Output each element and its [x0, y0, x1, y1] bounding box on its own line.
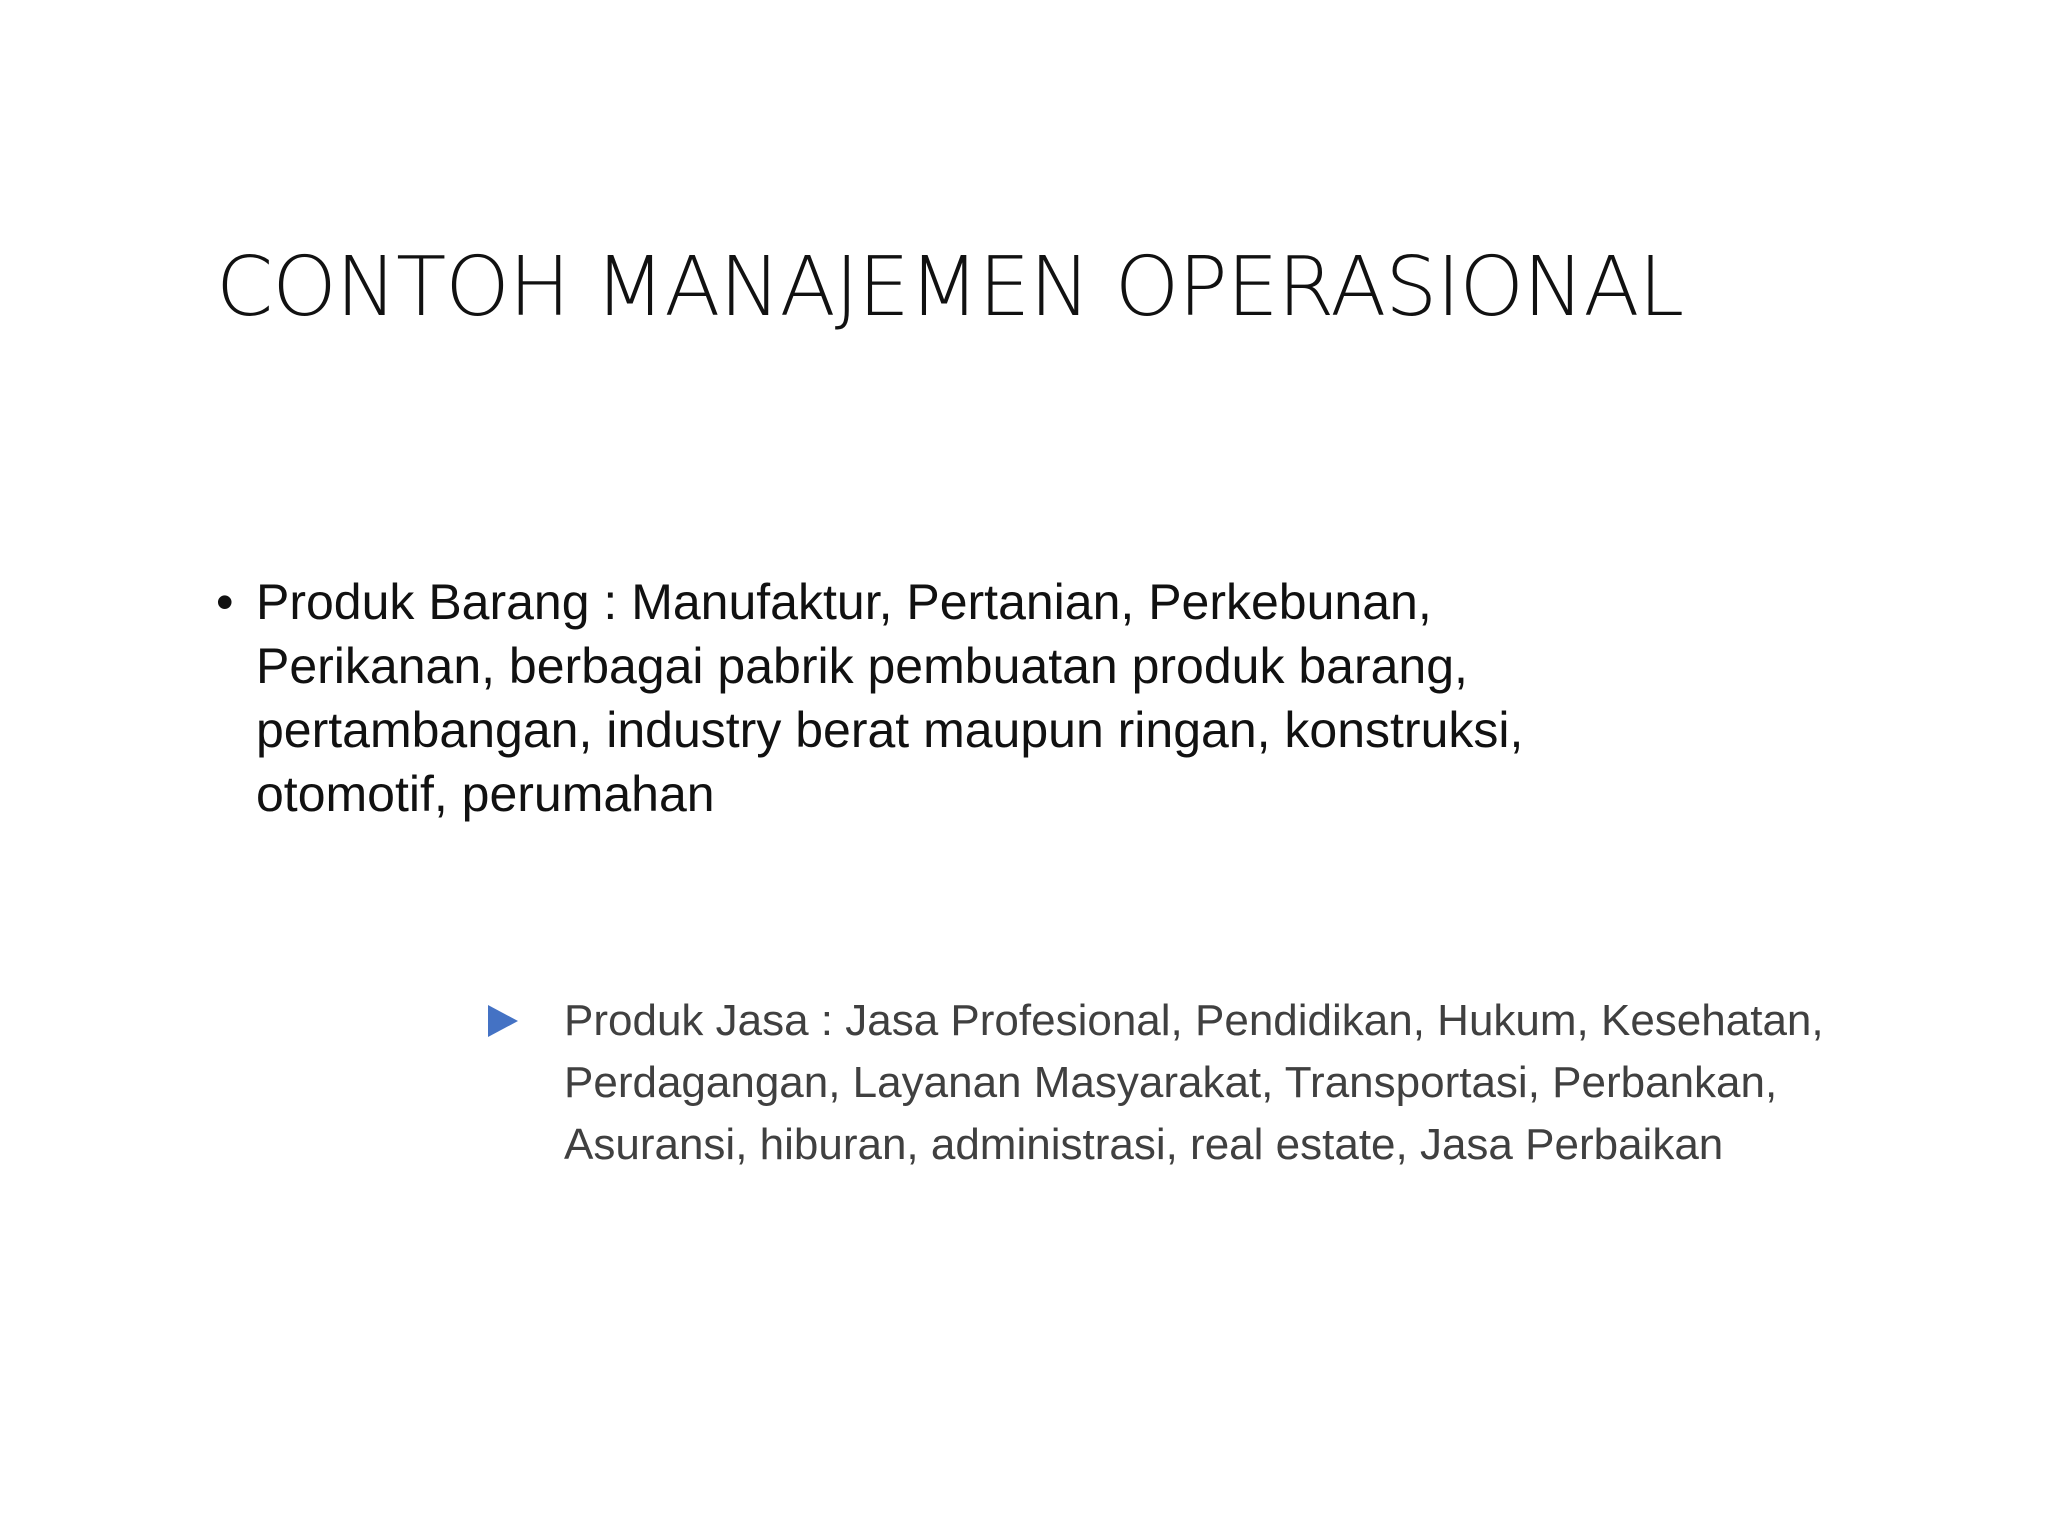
triangle-right-icon: [488, 990, 564, 1052]
bullet-produk-barang: [216, 570, 1636, 826]
bullet-produk-barang-text: Produk Barang : Manufaktur, Pertanian, Perkebunan, Perikanan, berbagai pabrik pembuatan produk barang, pertambangan, industry berat maupun ringan, konstruksi, otomotif, perumahan: [256, 574, 1524, 822]
bullet-dot-icon: •: [216, 574, 234, 630]
bullet-produk-jasa-text: Produk Jasa : Jasa Profesional, Pendidikan, Hukum, Kesehatan, Perdagangan, Layanan Masyarakat, Transportasi, Perbankan, Asuransi, hiburan, administrasi, real estate, Jasa Perbaikan: [564, 996, 1824, 1169]
bullet-produk-jasa: [488, 990, 1908, 1176]
slide-title: CONTOH MANAJEMEN OPERASIONAL: [216, 240, 1684, 335]
